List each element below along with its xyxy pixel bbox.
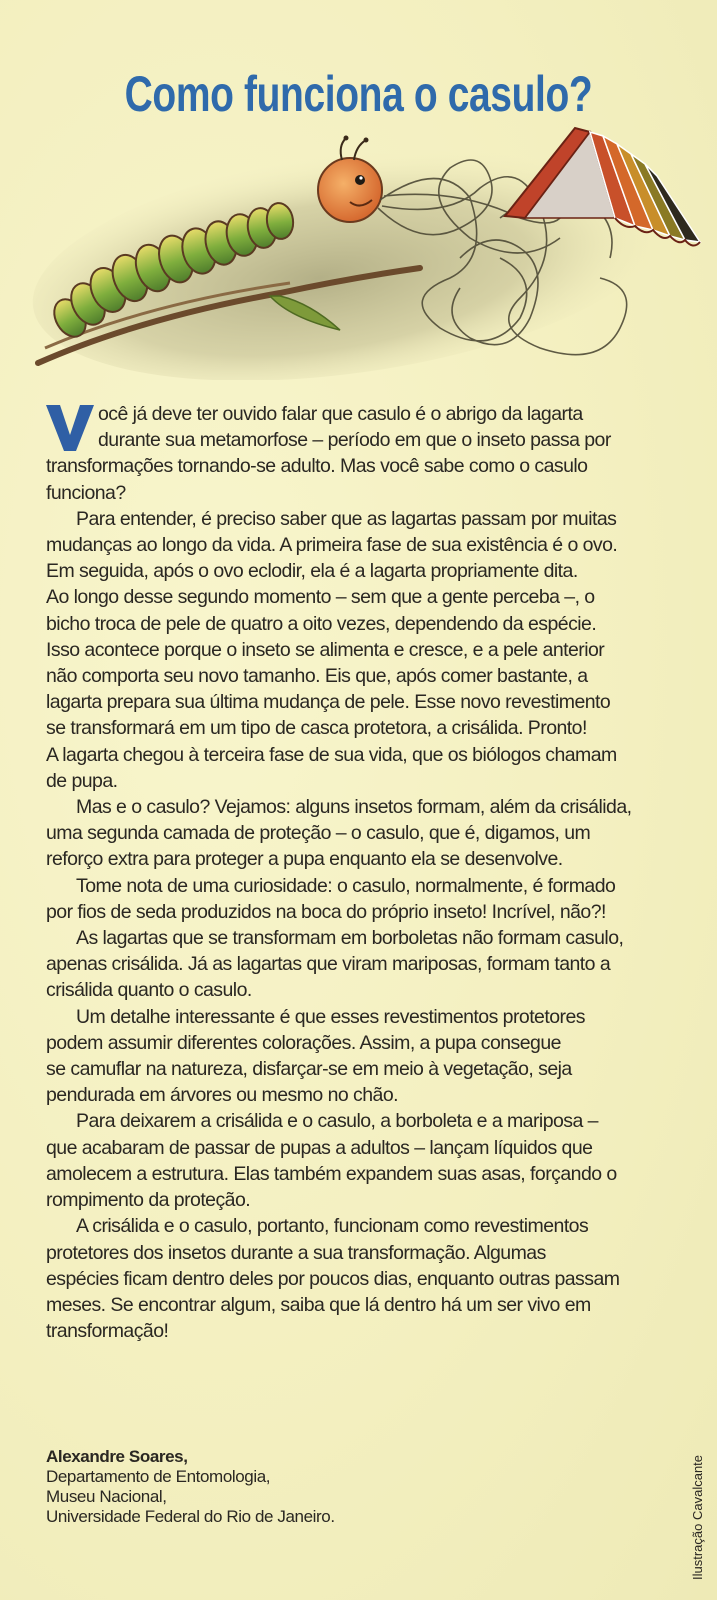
text-line: Em seguida, após o ovo eclodir, ela é a lagarta propriamente dita.	[46, 560, 578, 583]
text-line: Para entender, é preciso saber que as lagartas passam por muitas	[76, 507, 617, 530]
text-line: amolecem a estrutura. Elas também expandem suas asas, forçando o	[46, 1162, 617, 1185]
text-line: Para deixarem a crisálida e o casulo, a borboleta e a mariposa –	[76, 1110, 598, 1133]
author-museum: Museu Nacional,	[46, 1487, 167, 1506]
text-line: mudanças ao longo da vida. A primeira fase de sua existência é o ovo.	[46, 534, 618, 557]
text-line: rompimento da proteção.	[46, 1189, 251, 1212]
text-line: funciona?	[46, 481, 126, 504]
dropcap-v	[46, 403, 94, 451]
text-line: Isso acontece porque o inseto se alimenta e cresce, e a pele anterior	[46, 638, 605, 661]
paragraph-3	[46, 794, 691, 873]
caterpillar-illustration	[20, 118, 717, 380]
text-line: se camuflar na natureza, disfarçar-se em meio à vegetação, seja	[46, 1058, 572, 1081]
text-line: ocê já deve ter ouvido falar que casulo é o abrigo da lagarta	[98, 403, 583, 425]
text-line: durante sua metamorfose – período em que o inseto passa por	[98, 429, 611, 452]
text-line: reforço extra para proteger a pupa enquanto ela se desenvolve.	[46, 848, 563, 871]
text-line: Um detalhe interessante é que esses revestimentos protetores	[76, 1005, 585, 1028]
paragraph-2	[46, 506, 691, 794]
page-title: Como funciona o casulo?	[124, 65, 593, 122]
text-line: Ao longo desse segundo momento – sem que a gente perceba –, o	[46, 586, 595, 609]
text-line: se transformará em um tipo de casca protetora, a crisálida. Pronto!	[46, 717, 587, 740]
paragraph-1	[46, 401, 691, 506]
text-line: por fios de seda produzidos na boca do próprio inseto! Incrível, não?!	[46, 900, 606, 923]
text-line: de pupa.	[46, 769, 118, 792]
text-line: As lagartas que se transformam em borboletas não formam casulo,	[76, 927, 624, 950]
author-name: Alexandre Soares,	[46, 1447, 188, 1466]
text-line: protetores dos insetos durante a sua transformação. Algumas	[46, 1241, 546, 1264]
author-university: Universidade Federal do Rio de Janeiro.	[46, 1507, 335, 1526]
text-line: A crisálida e o casulo, portanto, funcionam como revestimentos	[76, 1215, 589, 1238]
text-line: crisálida quanto o casulo.	[46, 979, 252, 1002]
paragraph-4	[46, 873, 691, 925]
paragraph-7	[46, 1108, 691, 1213]
text-line: transformação!	[46, 1320, 169, 1343]
paragraph-8	[46, 1213, 691, 1344]
text-line: espécies ficam dentro deles por poucos dias, enquanto outras passam	[46, 1267, 620, 1290]
author-department: Departamento de Entomologia,	[46, 1467, 271, 1486]
illustration-credit: Ilustração Cavalcante	[690, 1454, 705, 1580]
paragraph-6	[46, 1004, 691, 1109]
text-line: apenas crisálida. Já as lagartas que viram mariposas, formam tanto a	[46, 953, 611, 976]
author-signature	[46, 1447, 335, 1527]
text-line: uma segunda camada de proteção – o casulo, que é, digamos, um	[46, 822, 591, 845]
text-line: A lagarta chegou à terceira fase de sua vida, que os biólogos chamam	[46, 743, 617, 766]
text-line: lagarta prepara sua última mudança de pele. Esse novo revestimento	[46, 691, 611, 714]
text-line: não comporta seu novo tamanho. Eis que, após comer bastante, a	[46, 665, 588, 688]
text-line: pendurada em árvores ou mesmo no chão.	[46, 1084, 398, 1107]
text-line: bicho troca de pele de quatro a oito vezes, dependendo da espécie.	[46, 612, 597, 635]
text-line: Mas e o casulo? Vejamos: alguns insetos formam, além da crisálida,	[76, 796, 632, 819]
text-line: Tome nota de uma curiosidade: o casulo, normalmente, é formado	[76, 874, 616, 897]
text-line: meses. Se encontrar algum, saiba que lá dentro há um ser vivo em	[46, 1293, 591, 1316]
article-body	[46, 401, 691, 1344]
text-line: transformações tornando-se adulto. Mas você sabe como o casulo	[46, 455, 588, 478]
paragraph-5	[46, 925, 691, 1004]
text-line: que acabaram de passar de pupas a adultos – lançam líquidos que	[46, 1136, 593, 1159]
text-line: podem assumir diferentes colorações. Assim, a pupa consegue	[46, 1031, 561, 1054]
